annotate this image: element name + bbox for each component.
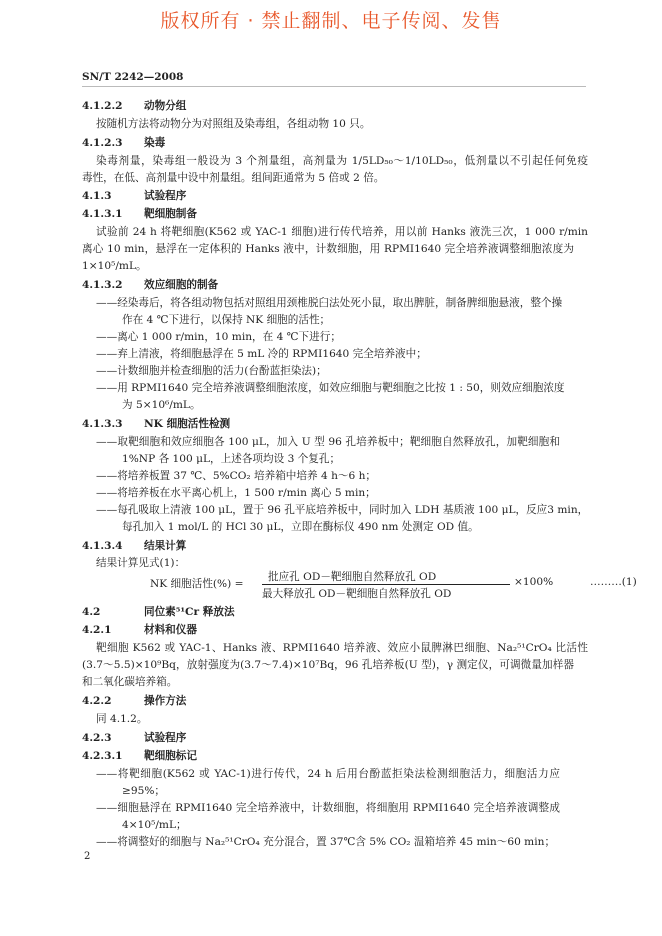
list-item-line: ——将靶细胞(K562 或 YAC-1)进行传代，24 h 后用台酚蓝拒染法检测细胞活力，细胞活力应 xyxy=(96,768,560,780)
section-title: 效应细胞的制备 xyxy=(144,279,219,291)
section-number: 4.2.1 xyxy=(82,624,112,636)
paragraph-line: 按随机方法将动物分为对照组及染毒组，各组动物 10 只。 xyxy=(96,118,371,130)
section-title: 材料和仪器 xyxy=(144,624,197,636)
list-item-line: ——弃上清液，将细胞悬浮在 5 mL 冷的 RPMI1640 完全培养液中； xyxy=(96,348,427,360)
paragraph-line: 毒性，在低、高剂量中设中剂量组。组间距通常为 5 倍或 2 倍。 xyxy=(82,172,385,184)
section-heading xyxy=(82,695,186,707)
section-title: 结果计算 xyxy=(144,540,187,552)
paragraph-line: 1×10⁵/mL。 xyxy=(82,260,147,272)
formula-lhs: NK 细胞活性(%) = xyxy=(150,578,244,590)
formula-numerator: 批应孔 OD－靶细胞自然释放孔 OD xyxy=(268,571,437,583)
paragraph-line: (3.7～5.5)×10⁹Bq，放射强度为(3.7～7.4)×10⁷Bq，96 孔培养板(U 型)，γ 测定仪，可调微量加样器 xyxy=(82,659,574,671)
section-heading xyxy=(82,606,235,618)
list-item-line: 作在 4 ℃下进行，以保持 NK 细胞的活性； xyxy=(122,314,331,326)
section-title: 靶细胞制备 xyxy=(144,208,197,220)
paragraph-line: 和二氧化碳培养箱。 xyxy=(82,676,178,688)
list-item-line: 为 5×10⁶/mL。 xyxy=(122,399,201,411)
list-item-line: ——经染毒后，将各组动物包括对照组用颈椎脱臼法处死小鼠，取出脾脏，制备脾细胞悬液，整个操 xyxy=(96,297,563,309)
section-title: 染毒 xyxy=(144,137,166,149)
list-item-line: ——每孔吸取上清液 100 μL，置于 96 孔平底培养板中，同时加入 LDH 基质液 100 μL，反应3 min， xyxy=(96,504,589,516)
section-title: NK 细胞活性检测 xyxy=(144,418,231,430)
header-rule xyxy=(82,86,586,87)
section-title: 动物分组 xyxy=(144,100,187,112)
list-item-line: ——将调整好的细胞与 Na₂⁵¹CrO₄ 充分混合，置 37℃含 5% CO₂ 温箱培养 45 min～60 min； xyxy=(96,836,556,848)
list-item-line: ——计数细胞并检查细胞的活力(台酚蓝拒染法)； xyxy=(96,365,327,377)
section-number: 4.1.2.3 xyxy=(82,137,123,149)
section-title: 靶细胞标记 xyxy=(144,750,197,762)
section-heading xyxy=(82,418,230,430)
section-title: 操作方法 xyxy=(144,695,187,707)
section-number: 4.1.3.4 xyxy=(82,540,123,552)
list-item-line: ——离心 1 000 r/min，10 min，在 4 ℃下进行； xyxy=(96,331,341,343)
section-heading xyxy=(82,732,186,744)
section-number: 4.1.3.3 xyxy=(82,418,123,430)
section-heading xyxy=(82,279,218,291)
section-number: 4.2.2 xyxy=(82,695,112,707)
paragraph-line: 离心 10 min，悬浮在一定体积的 Hanks 液中，计数细胞，用 RPMI1640 完全培养液调整细胞浓度为 xyxy=(82,243,574,255)
section-title: 同位素⁵¹Cr 释放法 xyxy=(144,606,235,618)
list-item-line: 每孔加入 1 mol/L 的 HCl 30 μL，立即在酶标仪 490 nm 处测定 OD 值。 xyxy=(122,521,479,533)
list-item-line: 1%NP 各 100 μL，上述各项均设 3 个复孔； xyxy=(122,453,341,465)
section-number: 4.2.3 xyxy=(82,732,112,744)
paragraph-line: 试验前 24 h 将靶细胞(K562 或 YAC-1 细胞)进行传代培养，用以前 Hanks 液洗三次，1 000 r/min xyxy=(96,226,588,238)
section-heading xyxy=(82,208,197,220)
section-number: 4.1.3.1 xyxy=(82,208,123,220)
section-title: 试验程序 xyxy=(144,732,187,744)
paragraph-line: 染毒剂量，染毒组一般设为 3 个剂量组，高剂量为 1/5LD₅₀～1/10LD₅₀，低剂量以不引起任何免疫 xyxy=(96,155,588,167)
list-item-line: ≥95%； xyxy=(122,785,166,797)
section-heading xyxy=(82,540,186,552)
section-number: 4.1.3 xyxy=(82,190,112,202)
standard-number-header: SN/T 2242—2008 xyxy=(82,71,184,83)
section-heading xyxy=(82,624,197,636)
section-title: 试验程序 xyxy=(144,190,187,202)
section-heading xyxy=(82,100,186,112)
section-number: 4.2 xyxy=(82,606,101,618)
list-item-line: ——将培养板置 37 ℃、5%CO₂ 培养箱中培养 4 h～6 h； xyxy=(96,470,377,482)
list-item-line: 4×10⁵/mL； xyxy=(122,819,187,831)
fraction-bar xyxy=(262,584,510,585)
paragraph-line: 同 4.1.2。 xyxy=(96,713,148,725)
list-item-line: ——将培养板在水平离心机上，1 500 r/min 离心 5 min； xyxy=(96,487,376,499)
list-item-line: ——用 RPMI1640 完全培养液调整细胞浓度，如效应细胞与靶细胞之比按 1 : 50，则效应细胞浓度 xyxy=(96,382,565,394)
list-item-line: ——细胞悬浮在 RPMI1640 完全培养液中，计数细胞，将细胞用 RPMI1640 完全培养液调整成 xyxy=(96,802,560,814)
section-number: 4.1.2.2 xyxy=(82,100,123,112)
page-number: 2 xyxy=(84,851,91,862)
paragraph-line: 结果计算见式(1)： xyxy=(96,557,186,569)
formula-factor: ×100% xyxy=(514,576,554,588)
section-heading xyxy=(82,190,186,202)
section-heading xyxy=(82,750,197,762)
list-item-line: ——取靶细胞和效应细胞各 100 μL，加入 U 型 96 孔培养板中；靶细胞自然释放孔，加靶细胞和 xyxy=(96,436,560,448)
paragraph-line: 靶细胞 K562 或 YAC-1、Hanks 液、RPMI1640 培养液、效应小鼠脾淋巴细胞、Na₂⁵¹CrO₄ 比活性 xyxy=(96,642,588,654)
section-number: 4.1.3.2 xyxy=(82,279,123,291)
section-number: 4.2.3.1 xyxy=(82,750,123,762)
watermark: 版权所有 · 禁止翻制、电子传阅、发售 xyxy=(160,10,502,32)
section-heading xyxy=(82,137,165,149)
formula-denominator: 最大释放孔 OD－靶细胞自然释放孔 OD xyxy=(262,588,452,600)
formula-number: ………(1) xyxy=(590,576,637,588)
